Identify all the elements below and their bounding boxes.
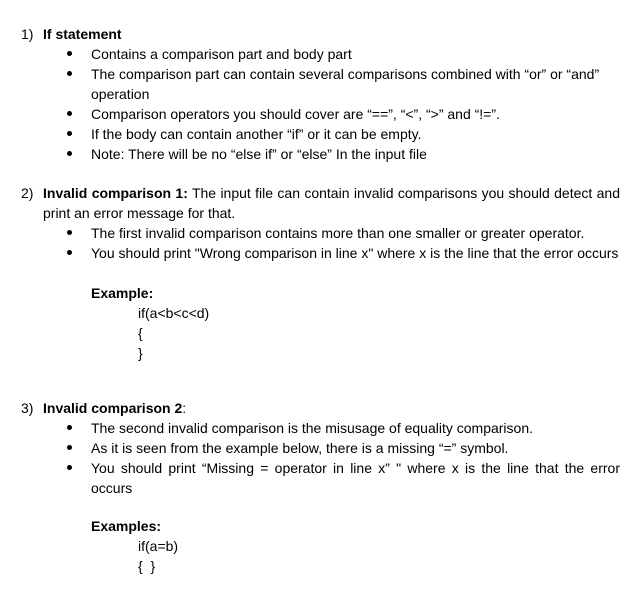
section-heading bbox=[0, 183, 640, 223]
bullet-icon bbox=[67, 151, 72, 156]
section-number: 1) bbox=[21, 26, 34, 42]
list-item: The first invalid comparison contains more than one smaller or greater operator. bbox=[0, 223, 640, 243]
list-item: The second invalid comparison is the misusage of equality comparison. bbox=[0, 418, 640, 438]
section-title: If statement bbox=[43, 26, 122, 42]
list-item: You should print "Wrong comparison in line x" where x is the line that the error occurs bbox=[0, 243, 640, 263]
section-description: The input file can contain invalid comparisons you should detect and print an error message for that. bbox=[43, 185, 620, 221]
section-heading bbox=[0, 24, 640, 44]
example-code-line: { } bbox=[138, 558, 156, 574]
section-number: 3) bbox=[21, 400, 34, 416]
section-title-suffix: : bbox=[182, 400, 187, 416]
example-code-line: } bbox=[138, 345, 143, 361]
example-code-line: if(a<b<c<d) bbox=[138, 305, 210, 321]
list-item: You should print “Missing = operator in line x” " where x is the line that the error occurs bbox=[0, 458, 640, 498]
example-title: Example: bbox=[91, 285, 154, 301]
list-item: Comparison operators you should cover are “==”, “<”, “>” and “!=”. bbox=[0, 104, 640, 124]
bullet-list bbox=[0, 223, 640, 263]
section-title: Invalid comparison 2 bbox=[43, 400, 183, 416]
list-item: Contains a comparison part and body part bbox=[0, 44, 640, 64]
example-code-line: { bbox=[138, 325, 143, 341]
section-invalid-comparison-1 bbox=[0, 183, 640, 363]
section-heading bbox=[0, 398, 640, 418]
bullet-icon bbox=[67, 425, 72, 430]
section-number: 2) bbox=[21, 185, 34, 201]
bullet-icon bbox=[67, 71, 72, 76]
section-invalid-comparison-2 bbox=[0, 398, 640, 576]
bullet-icon bbox=[67, 445, 72, 450]
bullet-icon bbox=[67, 465, 72, 470]
bullet-icon bbox=[67, 51, 72, 56]
section-if-statement bbox=[0, 24, 640, 164]
example-code-line: if(a=b) bbox=[138, 538, 179, 554]
list-item: The comparison part can contain several comparisons combined with “or” or “and” operation bbox=[0, 64, 640, 104]
bullet-list bbox=[0, 418, 640, 498]
bullet-icon bbox=[67, 230, 72, 235]
list-item: If the body can contain another “if” or it can be empty. bbox=[0, 124, 640, 144]
bullet-icon bbox=[67, 250, 72, 255]
section-title: Invalid comparison 1: bbox=[43, 185, 188, 201]
bullet-icon bbox=[67, 131, 72, 136]
bullet-icon bbox=[67, 111, 72, 116]
list-item: As it is seen from the example below, there is a missing “=” symbol. bbox=[0, 438, 640, 458]
example-title: Examples: bbox=[91, 518, 162, 534]
bullet-list bbox=[0, 44, 640, 164]
list-item: Note: There will be no “else if” or “else” In the input file bbox=[0, 144, 640, 164]
